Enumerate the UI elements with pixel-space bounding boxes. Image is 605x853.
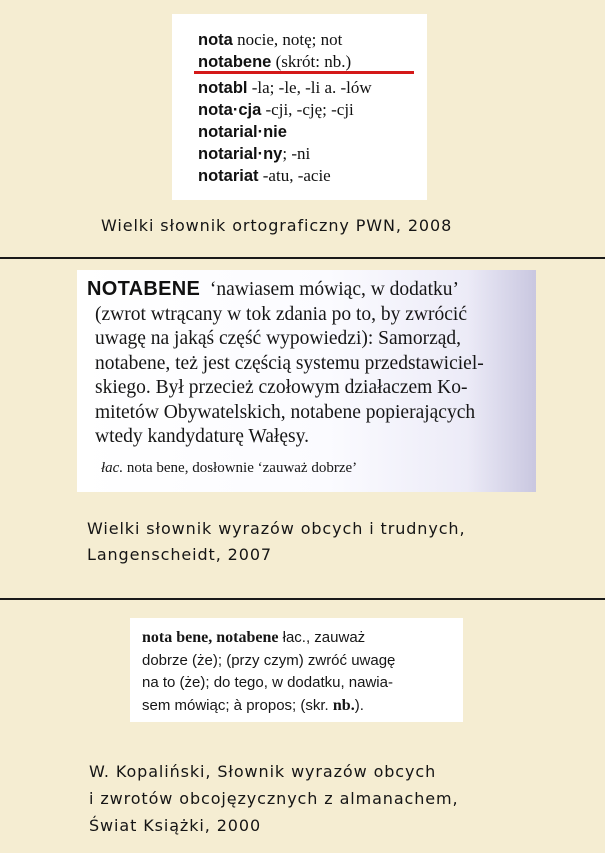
entry-definition [87, 277, 520, 450]
dictionary-clip-langenscheidt [77, 270, 536, 492]
entry-headword: nota bene, notabene [142, 629, 279, 646]
source-caption: Świat Książki, 2000 [89, 816, 262, 835]
entry-inflection: nocie, notę; not [232, 30, 343, 49]
source-caption: i zwrotów obcojęzycznych z almanachem, [89, 789, 459, 808]
definition-line: uwagę na jakąś część wypowiedzi): Samorząd, [95, 328, 462, 349]
definition-line-end: ). [354, 696, 364, 714]
dictionary-clip-kopalinski [130, 618, 463, 722]
definition-line: łac., zauważ [278, 629, 366, 646]
entry-headword: notarial·ny [198, 145, 283, 163]
entry-row [198, 78, 372, 98]
source-caption: W. Kopaliński, Słownik wyrazów obcych [89, 762, 437, 781]
definition-line: mitetów Obywatelskich, notabene popierających [95, 401, 476, 423]
entry-row [198, 100, 354, 120]
definition-line: na to (że); do tego, w dodatku, nawia- [142, 674, 393, 691]
source-caption: Wielki słownik wyrazów obcych i trudnych, [87, 519, 466, 538]
entry-definition [142, 627, 454, 717]
entry-inflection: -la; -le, -li a. -lów [247, 78, 372, 97]
entry-headword: notabl [198, 79, 248, 97]
entry-row [198, 166, 331, 186]
section-pwn [0, 0, 605, 258]
entry-headword: notariat [198, 167, 259, 185]
definition-line: dobrze (że); (przy czym) zwróć uwagę [142, 651, 396, 669]
source-caption: Langenscheidt, 2007 [87, 545, 272, 564]
entry-inflection: ; -ni [282, 144, 311, 163]
entry-headword: notabene [198, 53, 272, 71]
definition-line: (zwrot wtrącany w tok zdania po to, by zwrócić [95, 303, 467, 325]
section-divider [0, 257, 605, 259]
etymology-text: nota bene, dosłownie ‘zauważ dobrze’ [123, 460, 358, 476]
definition-line: notabene, też jest częścią systemu przedstawiciel- [95, 352, 484, 374]
definition-line: skiego. Był przecież czołowym działaczem Ko- [95, 377, 468, 398]
dictionary-clip-pwn [172, 14, 427, 200]
entry-row [198, 52, 351, 72]
etymology-label: łac. [101, 460, 124, 476]
entry-row [198, 30, 342, 50]
entry-row [198, 144, 310, 164]
entry-headword: notarial·nie [198, 123, 287, 141]
abbreviation: nb. [332, 696, 355, 714]
entry-inflection: -cji, -cję; -cji [261, 100, 354, 119]
entry-inflection: -atu, -acie [258, 166, 331, 185]
source-caption: Wielki słownik ortograficzny PWN, 2008 [101, 216, 453, 235]
entry-headword: nota·cja [198, 101, 262, 119]
red-underline [194, 71, 414, 74]
etymology [101, 460, 357, 477]
entry-headword: nota [198, 31, 233, 49]
entry-inflection: (skrót: nb.) [271, 52, 352, 71]
section-divider [0, 598, 605, 600]
definition-line: sem mówiąc; à propos; (skr. [142, 696, 333, 714]
definition-line: wtedy kandydaturę Wałęsy. [95, 426, 309, 447]
entry-gloss: ‘nawiasem mówiąc, w dodatku’ [209, 279, 459, 300]
entry-headword: NOTABENE [87, 278, 201, 300]
entry-row [198, 122, 287, 142]
